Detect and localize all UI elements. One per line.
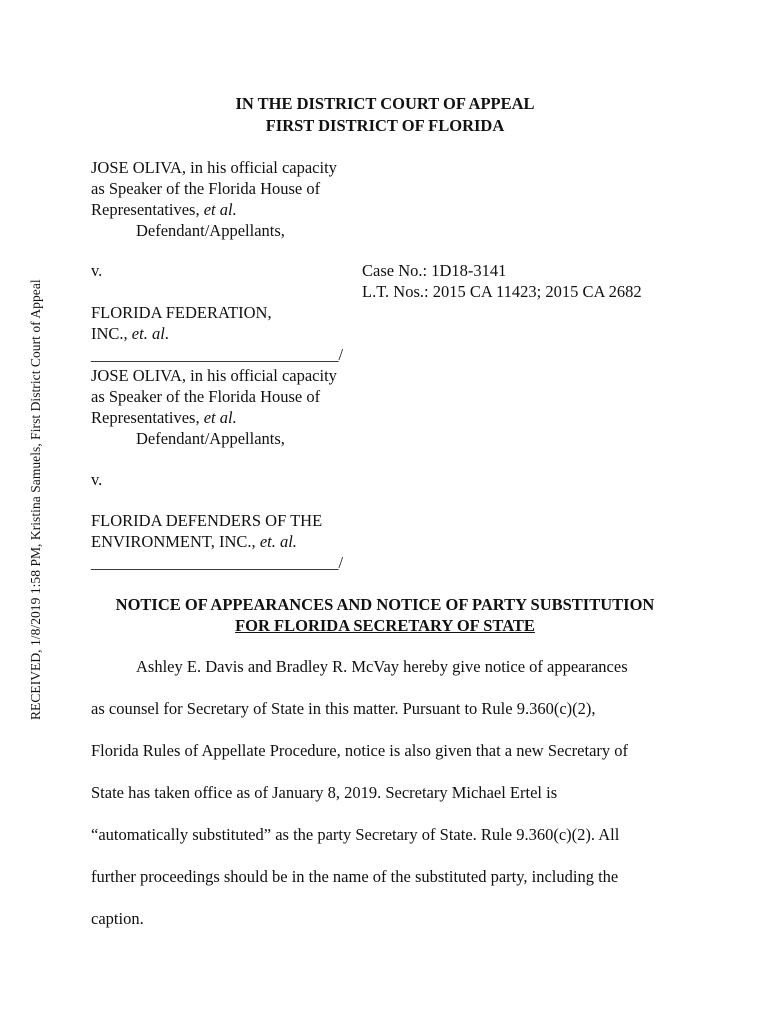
caption-1-opposing-party: FLORIDA FEDERATION, INC., et. al. ______________________________/	[91, 303, 344, 364]
court-district: FIRST DISTRICT OF FLORIDA	[265, 116, 505, 135]
received-stamp: RECEIVED, 1/8/2019 1:58 PM, Kristina Samuels, First District Court of Appeal	[28, 279, 43, 720]
caption-2-role: Defendant/Appellants,	[136, 429, 285, 448]
caption-1-versus: v.	[91, 261, 103, 280]
body-line: State has taken office as of January 8, 2019. Secretary Michael Ertel is	[91, 783, 558, 802]
notice-subtitle: FOR FLORIDA SECRETARY OF STATE	[235, 616, 535, 635]
caption-2-versus: v.	[91, 470, 103, 489]
body-line: further proceedings should be in the name of the substituted party, including the	[91, 867, 619, 886]
caption-2-party: JOSE OLIVA, in his official capacity as Speaker of the Florida House of Representatives, et al. Defendant/Appellants,	[91, 366, 337, 448]
body-line: caption.	[91, 909, 144, 928]
caption-1-rule: ______________________________/	[91, 345, 344, 364]
body-line: Ashley E. Davis and Bradley R. McVay hereby give notice of appearances	[136, 657, 628, 676]
lower-tribunal-numbers: L.T. Nos.: 2015 CA 11423; 2015 CA 2682	[362, 282, 642, 301]
case-number: Case No.: 1D18-3141	[362, 261, 507, 280]
caption-1-role: Defendant/Appellants,	[136, 221, 285, 240]
notice-title: NOTICE OF APPEARANCES AND NOTICE OF PARTY SUBSTITUTION	[115, 595, 655, 614]
body-line: Florida Rules of Appellate Procedure, notice is also given that a new Secretary of	[91, 741, 629, 760]
caption-2-rule: ______________________________/	[91, 553, 344, 572]
caption-2-opposing-party: FLORIDA DEFENDERS OF THE ENVIRONMENT, INC., et. al. ______________________________/	[91, 511, 344, 572]
body-line: as counsel for Secretary of State in this matter. Pursuant to Rule 9.360(c)(2),	[91, 699, 596, 718]
caption-1-party: JOSE OLIVA, in his official capacity as Speaker of the Florida House of Representatives, et al. Defendant/Appellants,	[91, 158, 337, 240]
case-info	[362, 260, 642, 302]
court-name: IN THE DISTRICT COURT OF APPEAL	[235, 94, 535, 113]
notice-body	[91, 656, 676, 950]
body-line: “automatically substituted” as the party Secretary of State. Rule 9.360(c)(2). All	[91, 825, 620, 844]
